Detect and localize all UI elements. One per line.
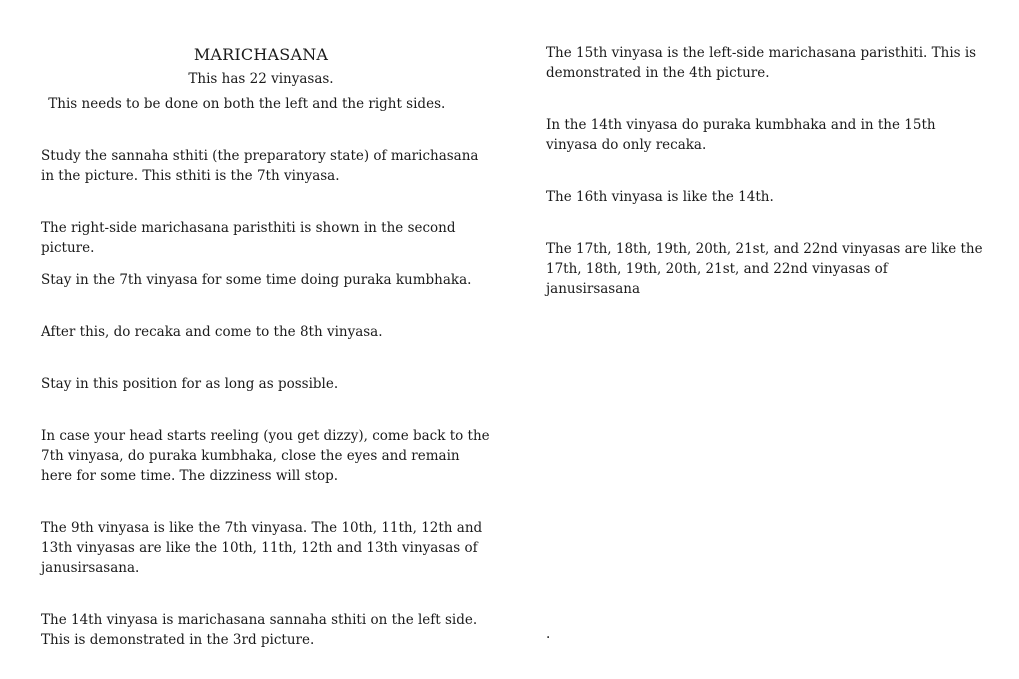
paragraph-14th-vinyasa: The 14th vinyasa is marichasana sannaha sthiti on the left side. This is demonstrated in the 3rd picture. bbox=[41, 612, 478, 648]
page-title: MARICHASANA bbox=[193, 45, 329, 64]
paragraph-sides: This needs to be done on both the left and the right sides. bbox=[44, 96, 446, 112]
paragraph-dizziness: In case your head starts reeling (you get dizzy), come back to the 7th vinyasa, do puraka kumbhaka, close the eyes and remain here for some time. The dizziness will stop. bbox=[41, 428, 490, 484]
paragraph-15th-vinyasa: The 15th vinyasa is the left-side marichasana paristhiti. This is demonstrated in the 4th picture. bbox=[546, 45, 977, 81]
trailing-dot: . bbox=[546, 626, 551, 642]
paragraph-kumbhaka-recaka: In the 14th vinyasa do puraka kumbhaka and in the 15th vinyasa do only recaka. bbox=[546, 117, 936, 153]
page-subtitle: This has 22 vinyasas. bbox=[188, 71, 334, 87]
paragraph-16th-vinyasa: The 16th vinyasa is like the 14th. bbox=[546, 189, 774, 205]
paragraph-recaka: After this, do recaka and come to the 8th vinyasa. bbox=[41, 324, 383, 340]
paragraph-stay: Stay in this position for as long as possible. bbox=[41, 376, 339, 392]
paragraph-9th-vinyasa: The 9th vinyasa is like the 7th vinyasa. The 10th, 11th, 12th and 13th vinyasas are like the 10th, 11th, 12th and 13th vinyasas of janusirsasana. bbox=[41, 520, 483, 576]
paragraph-7th-vinyasa: Stay in the 7th vinyasa for some time doing puraka kumbhaka. bbox=[41, 272, 472, 288]
paragraph-right-side-paristhiti: The right-side marichasana paristhiti is shown in the second picture. bbox=[41, 220, 456, 256]
paragraph-17th-22nd-vinyasas: The 17th, 18th, 19th, 20th, 21st, and 22nd vinyasas are like the 17th, 18th, 19th, 20th, 21st, and 22nd vinyasas of janusirsasana bbox=[546, 241, 983, 297]
paragraph-sannaha-sthiti: Study the sannaha sthiti (the preparatory state) of marichasana in the picture. This sthiti is the 7th vinyasa. bbox=[41, 148, 479, 184]
